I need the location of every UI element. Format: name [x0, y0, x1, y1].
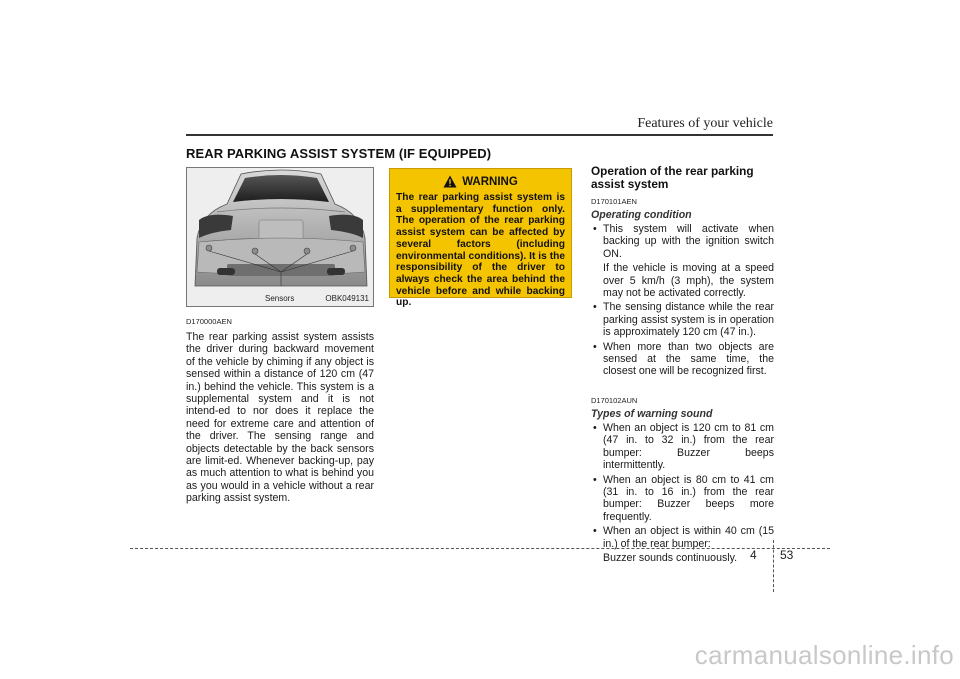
operation-column — [591, 165, 774, 566]
operation-code: D170101AEN — [591, 197, 637, 206]
list-item — [591, 422, 774, 472]
running-title: Features of your vehicle — [637, 116, 773, 131]
sensor-dot — [304, 248, 310, 254]
list-item-continuation: If the vehicle is moving at a speed over 5 km/h (3 mph), the system may not be activated correctly. — [603, 262, 774, 300]
page-number: 53 — [780, 548, 794, 562]
warning-sound-group — [591, 396, 774, 564]
list-item — [591, 525, 774, 564]
car-rear-illustration — [187, 168, 374, 307]
warning-header — [396, 175, 565, 188]
list-item — [591, 301, 774, 338]
page-divider — [773, 540, 774, 592]
sensor-dot — [350, 245, 356, 251]
warning-title: WARNING — [462, 175, 518, 188]
footer-dashed-rule — [130, 548, 830, 549]
list-item-text: When an object is 120 cm to 81 cm (47 in. to 32 in.) from the rear bumper: Buzzer beeps intermittently. — [603, 421, 774, 472]
list-item-text: When an object is within 40 cm (15 in.) of the rear bumper: — [603, 525, 774, 550]
list-item-text: This system will activate when backing up with the ignition switch ON. — [603, 223, 774, 260]
warning-sound-list — [591, 422, 774, 564]
operating-condition-subheading: Operating condition — [591, 209, 692, 221]
figure-code: OBK049131 — [325, 294, 369, 303]
list-item — [591, 341, 774, 378]
list-item-text: When an object is 80 cm to 41 cm (31 in. to 16 in.) from the rear bumper: Buzzer beeps more frequently. — [603, 473, 774, 523]
section-title: REAR PARKING ASSIST SYSTEM (IF EQUIPPED) — [186, 146, 492, 161]
sensors-callout: Sensors — [265, 294, 295, 303]
warning-text: The rear parking assist system is a supplementary function only. The operation of the rear parking assist system can be affected by several factors (including environmental conditions). It is the responsibility of the driver to always check the area behind the vehicle before and while backing up. — [396, 192, 565, 309]
sensor-dot — [206, 245, 212, 251]
list-item-text: The sensing distance while the rear parking assist system is in operation is approximately 120 cm (47 in.). — [603, 301, 774, 339]
operation-heading: Operation of the rear parking assist system — [591, 164, 754, 191]
rear-sensors-figure — [186, 167, 374, 307]
list-item-text: When more than two objects are sensed at the same time, the closest one will be recognized first. — [603, 340, 774, 378]
watermark: carmanualsonline.info — [694, 640, 954, 670]
list-item-continuation: Buzzer sounds continuously. — [603, 551, 738, 564]
intro-column — [186, 317, 374, 505]
warning-sound-code: D170102AUN — [591, 395, 638, 405]
chapter-number: 4 — [750, 548, 757, 562]
list-item — [591, 474, 774, 524]
operating-condition-list — [591, 223, 774, 378]
warning-sound-subheading: Types of warning sound — [591, 407, 713, 420]
sensor-dot — [252, 248, 258, 254]
header-rule — [186, 134, 773, 136]
list-item — [591, 223, 774, 299]
intro-code: D170000AEN — [186, 317, 232, 326]
warning-triangle-icon — [443, 175, 457, 188]
warning-box — [389, 168, 572, 309]
intro-text: The rear parking assist system assists the driver during backward movement of the vehicle by chiming if any object is sensed within a distance of 120 cm (47 in.) behind the vehicle. This system is a supplemental system and it is not intend-ed to nor does it replace the need for extreme care and attention of the driver. The sensing range and objects detectable by the back sensors are limit-ed. Whenever backing-up, pay as much attention to what is behind you as you would in a vehicle without a rear parking assist system. — [186, 331, 374, 505]
